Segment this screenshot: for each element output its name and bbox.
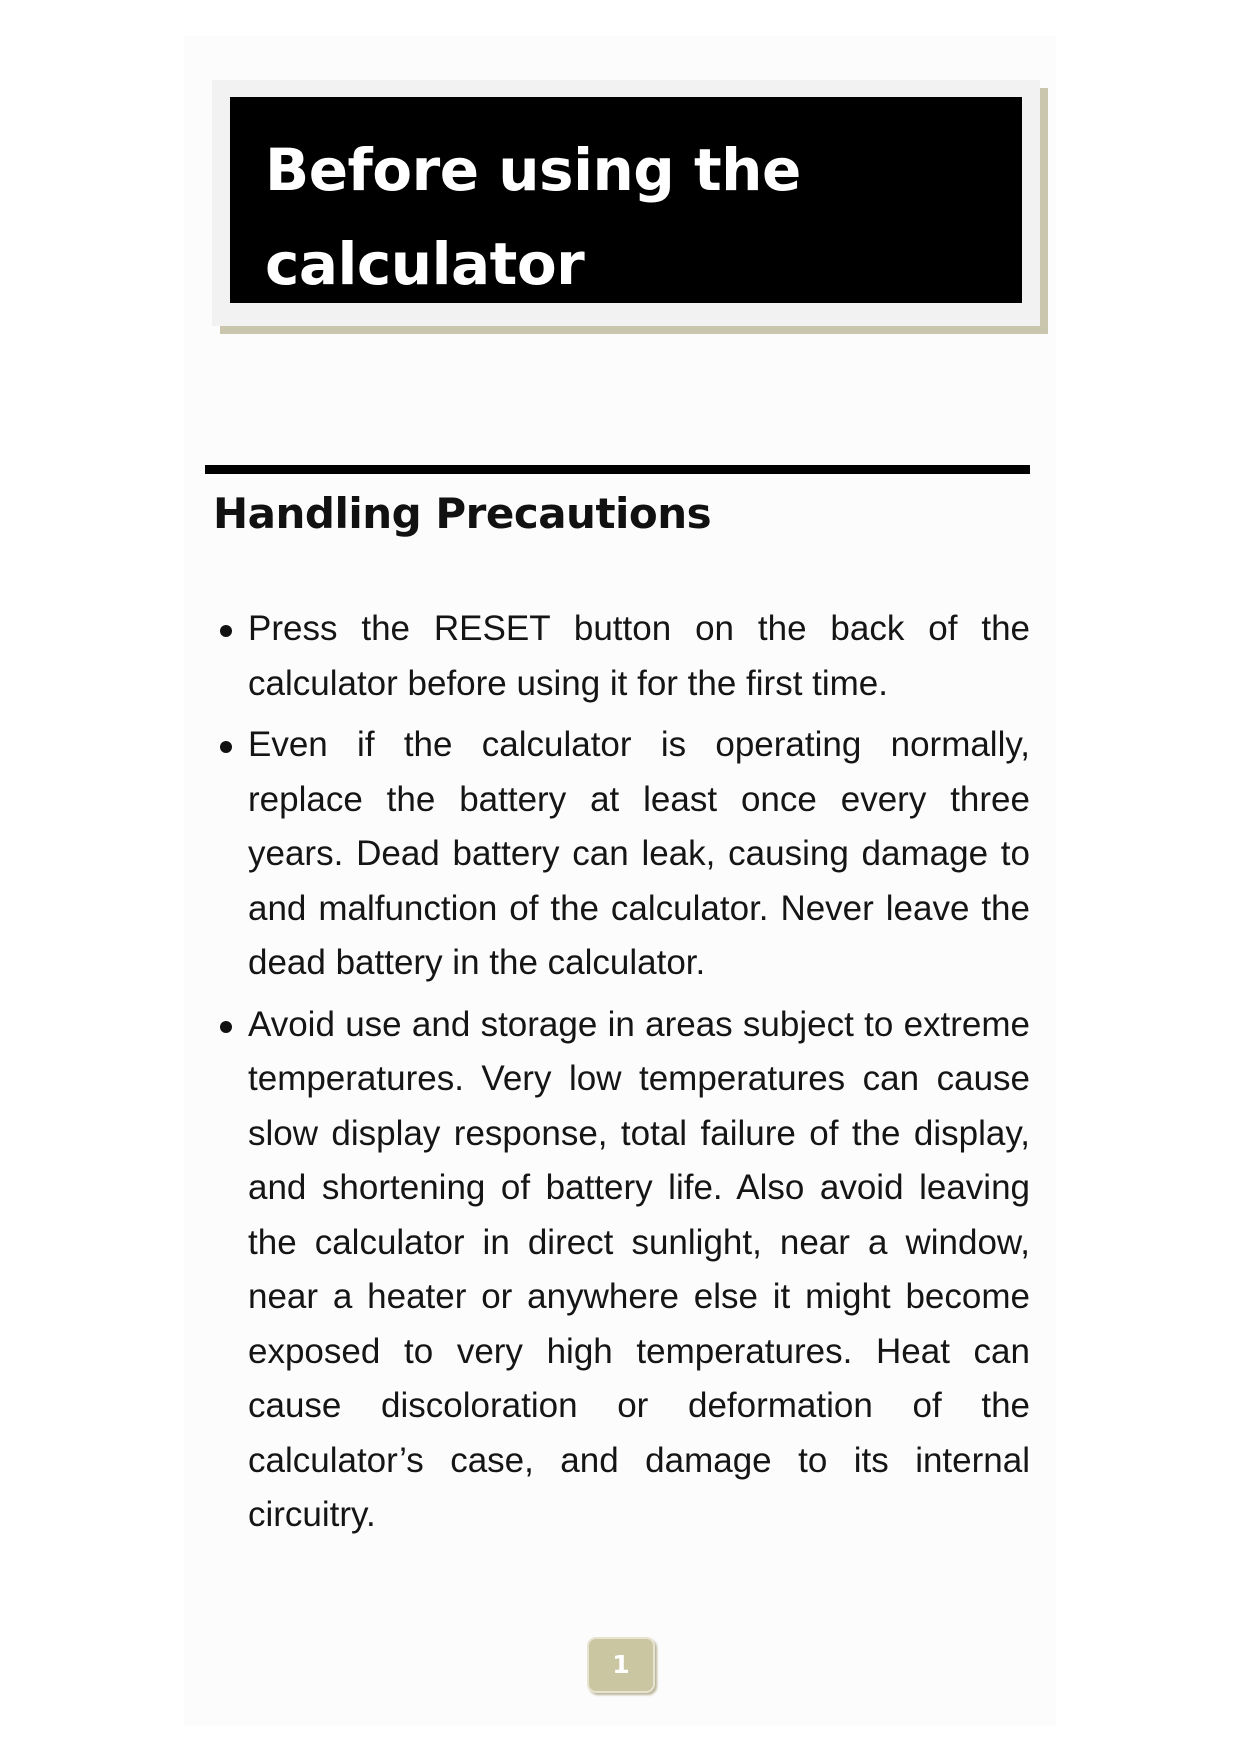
section-heading: Handling Precautions	[213, 489, 712, 538]
chapter-title-box	[230, 97, 1022, 303]
page-number: 1	[612, 1650, 630, 1679]
precaution-item	[213, 602, 1030, 711]
bullet-icon	[220, 625, 232, 637]
bullet-icon	[220, 1021, 232, 1033]
precaution-text: Press the RESET button on the back of the calculator before using it for the first time.	[248, 609, 1030, 703]
precautions-list	[213, 602, 1030, 1550]
precaution-text: Avoid use and storage in areas subject to extreme temperatures. Very low temperatures can cause slow display response, total failure of the display, and shortening of battery life. Also avoid leaving the calculator in direct sunlight, near a window, near a heater or anywhere else it might become exposed to very high temperatures. Heat can cause discoloration or deformation of the calculator’s case, and damage to its internal circuitry.	[248, 1004, 1030, 1534]
chapter-title-frame	[212, 80, 1040, 326]
bullet-icon	[220, 741, 232, 753]
page-number-badge	[587, 1637, 655, 1693]
precaution-text: Even if the calculator is operating normally, replace the battery at least once every three years. Dead battery can leak, causing damage to and malfunction of the calculator. Never leave the dead battery in the calculator.	[248, 725, 1030, 982]
chapter-title: Before using the calculator	[265, 136, 801, 298]
precaution-item	[213, 998, 1030, 1543]
section-divider	[205, 465, 1030, 474]
precaution-item	[213, 718, 1030, 991]
